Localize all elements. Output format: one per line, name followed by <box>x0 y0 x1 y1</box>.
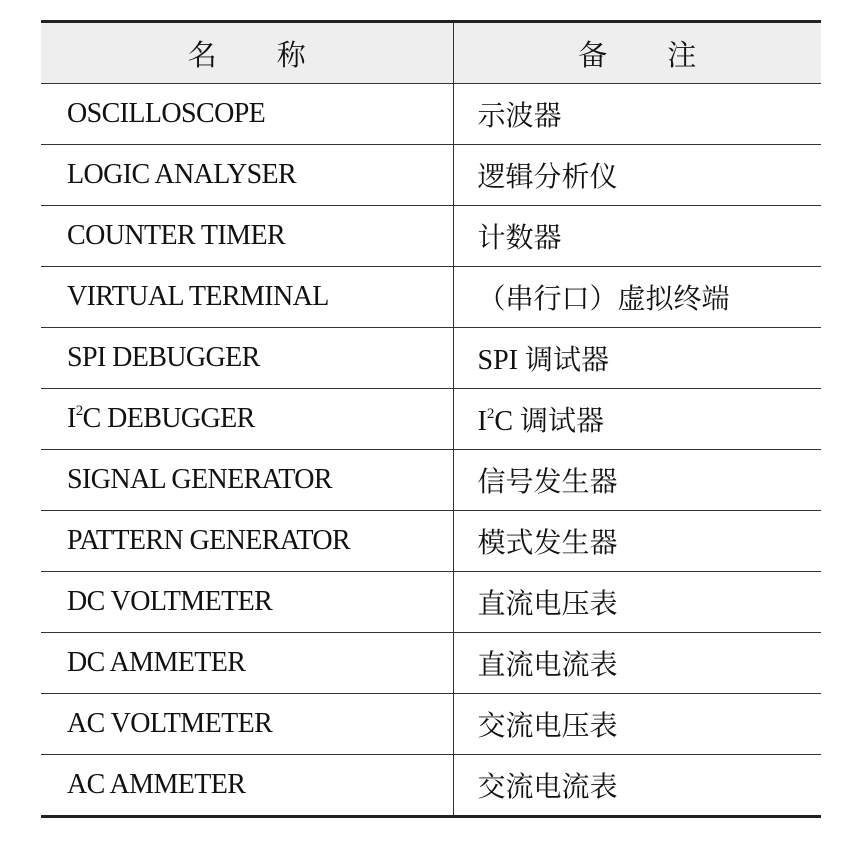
table-row <box>41 450 821 511</box>
row-name: AC VOLTMETER <box>41 694 453 755</box>
instrument-table <box>41 20 821 818</box>
row-note: 逻辑分析仪 <box>453 145 821 206</box>
header-name: 名 称 <box>41 22 453 84</box>
table-row <box>41 145 821 206</box>
table-header <box>41 22 821 84</box>
row-note: 示波器 <box>453 84 821 145</box>
row-note: 直流电流表 <box>453 633 821 694</box>
row-name <box>41 389 453 450</box>
row-note-superscript: 2 <box>486 406 495 422</box>
row-name: AC AMMETER <box>41 755 453 817</box>
row-note-prefix: I <box>477 406 487 437</box>
table-row <box>41 694 821 755</box>
table-row <box>41 328 821 389</box>
table-row <box>41 633 821 694</box>
row-note: 计数器 <box>453 206 821 267</box>
row-name-prefix: I <box>67 403 76 434</box>
table-row <box>41 755 821 817</box>
row-note: 模式发生器 <box>453 511 821 572</box>
row-note: 直流电压表 <box>453 572 821 633</box>
row-name-suffix: C DEBUGGER <box>82 403 255 434</box>
table-row <box>41 572 821 633</box>
row-name: LOGIC ANALYSER <box>41 145 453 206</box>
row-note: 信号发生器 <box>453 450 821 511</box>
header-row <box>41 22 821 84</box>
row-name: SPI DEBUGGER <box>41 328 453 389</box>
header-note: 备 注 <box>453 22 821 84</box>
table-row <box>41 267 821 328</box>
row-note: 交流电流表 <box>453 755 821 817</box>
row-note: （串行口）虚拟终端 <box>453 267 821 328</box>
table-row <box>41 206 821 267</box>
row-name: PATTERN GENERATOR <box>41 511 453 572</box>
row-name: DC VOLTMETER <box>41 572 453 633</box>
row-name-superscript: 2 <box>75 403 83 419</box>
table-row <box>41 389 821 450</box>
table-body <box>41 84 821 817</box>
row-name: OSCILLOSCOPE <box>41 84 453 145</box>
table-row <box>41 84 821 145</box>
row-name: SIGNAL GENERATOR <box>41 450 453 511</box>
row-note-suffix: C 调试器 <box>494 406 605 437</box>
row-name: COUNTER TIMER <box>41 206 453 267</box>
table-row <box>41 511 821 572</box>
row-note: SPI 调试器 <box>453 328 821 389</box>
row-note: 交流电压表 <box>453 694 821 755</box>
row-note <box>453 389 821 450</box>
row-name: DC AMMETER <box>41 633 453 694</box>
row-name: VIRTUAL TERMINAL <box>41 267 453 328</box>
